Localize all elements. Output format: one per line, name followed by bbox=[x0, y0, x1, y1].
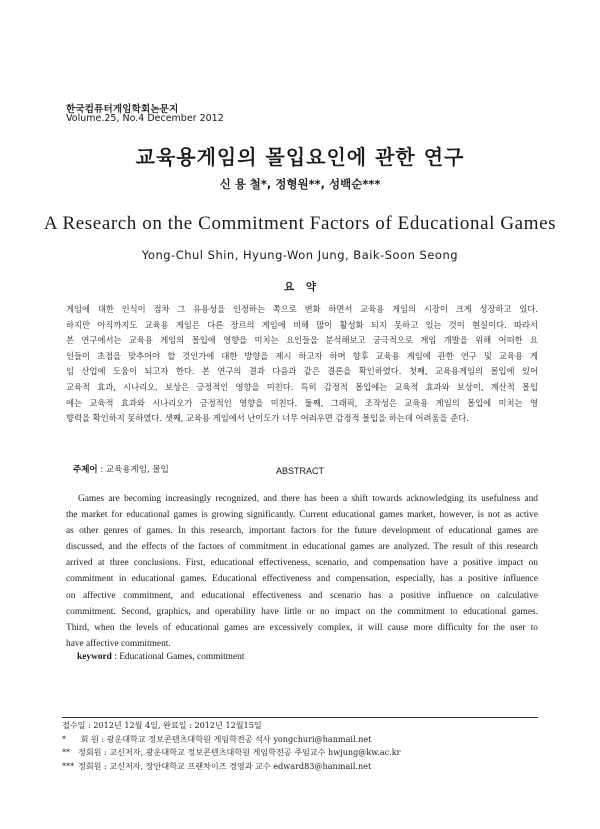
abstract-en-line: have affective commitment. bbox=[66, 638, 171, 649]
abstract-ko-line: 게임에 대한 인식이 점차 그 유용성을 인정하는 쪽으로 변화 하면서 교육용 게임의 시장이 크게 성장하고 있다. bbox=[66, 304, 538, 314]
english-keywords-value: : Educational Games, commitment bbox=[111, 652, 245, 662]
journal-name: 한국컴퓨터게임학회논문지 bbox=[66, 104, 179, 115]
footnote-received bbox=[62, 719, 542, 733]
footnote-mark: * bbox=[62, 733, 67, 744]
footnote-text: 정회원 : 교신저자, 장안대학교 프랜차이즈 경영과 교수 edward83@hanmail.net bbox=[78, 760, 372, 771]
footnote-text: 접수일 : 2012년 12월 4일, 완료일 : 2012년 12월15일 bbox=[62, 720, 262, 730]
journal-issue: Volume.25, No.4 December 2012 bbox=[66, 113, 224, 124]
abstract-en-line: as other genres of games. In this research, important factors for the future development of educational games are bbox=[66, 526, 538, 537]
korean-keywords-value: : 교육용게임, 몰입 bbox=[97, 465, 169, 475]
footnote-author-2 bbox=[62, 746, 542, 760]
abstract-ko-line: 향력을 확인하지 못하였다. 셋째, 교육용 게임에서 난이도가 너무 어려우면 감정적 몰입을 하는데 어려움을 준다. bbox=[66, 413, 469, 424]
footnote-author-3 bbox=[62, 760, 542, 774]
english-authors: Yong-Chul Shin, Hyung-Won Jung, Baik-Soon Seong bbox=[141, 248, 459, 262]
korean-keywords-label: 주제어 bbox=[73, 465, 98, 475]
abstract-en-line: arrived at three conclusions. First, educational effectiveness, scenario, and compensation have a positive impact on bbox=[66, 558, 538, 569]
footnote-text: 정회원 : 교신저자, 광운대학교 정보콘텐츠대학원 게임학전공 주임교수 hwjung@kw.ac.kr bbox=[78, 747, 401, 758]
footnotes bbox=[62, 719, 542, 773]
korean-title: 교육용게임의 몰입요인에 관한 연구 bbox=[135, 145, 465, 169]
abstract-ko-line: 에는 교육적 효과와 시나리오가 긍정적인 영향을 미친다. 둘째, 그래픽, 조작성은 교육용 게임의 몰입에 미치는 영 bbox=[66, 397, 538, 408]
abstract-en-line: on affective commitment, and educational effectiveness and scenario has a positive influence on calculative bbox=[66, 590, 538, 601]
abstract-ko-line: 하지만 아직까지도 교육용 게임은 다른 장르의 게임에 비해 많이 활성화 되지 못하고 있는 것이 현실이다. 따라서 bbox=[66, 319, 538, 330]
abstract-en-line: Third, when the levels of educational games are excessively complex, it will cause more difficulty for the user to bbox=[66, 622, 538, 633]
abstract-en-line: discussed, and the effects of the factors of commitment in educational games are analyzed. The result of this research bbox=[66, 542, 538, 553]
abstract-en-line: the market for educational games is growing significantly. Current educational games market, however, is not as active bbox=[66, 510, 538, 521]
footnote-mark: ** bbox=[62, 747, 71, 758]
korean-abstract bbox=[66, 302, 538, 427]
abstract-ko-line: 임 산업에 도움이 되고자 한다. 본 연구의 결과 다음과 같은 결론을 확인하였다. 첫째, 교육용게임의 몰입에 있어 bbox=[66, 366, 538, 377]
abstract-ko-line: 인들이 초점을 맞추어야 할 것인가에 대한 방향을 제시 하고자 하며 향후 교육용 게임에 관한 연구 및 교육용 게 bbox=[66, 350, 538, 361]
footnote-divider bbox=[62, 717, 538, 718]
korean-abstract-heading: 요 약 bbox=[284, 281, 316, 293]
english-abstract-heading: ABSTRACT bbox=[275, 466, 324, 476]
abstract-ko-line: 교육적 효과, 시나리오, 보상은 긍정적인 영향을 미친다. 특히 감정적 몰입에는 교육적 효과와 보상이, 계산적 몰입 bbox=[66, 381, 538, 392]
abstract-en-line: commitment. Second, graphics, and operability have little or no impact on the commitment to educational games. bbox=[66, 606, 538, 617]
english-title: A Research on the Commitment Factors of Educational Games bbox=[43, 213, 557, 234]
abstract-ko-line: 본 연구에서는 교육용 게임의 몰입에 영향을 미치는 요인들을 분석해보고 궁극적으로 게임 개발을 위해 어떠한 요 bbox=[66, 335, 538, 346]
footnote-author-1 bbox=[62, 733, 542, 747]
korean-authors: 신 용 철*, 정형원**, 성백순*** bbox=[219, 177, 381, 191]
english-keywords bbox=[77, 652, 244, 662]
abstract-en-line: Games are becoming increasingly recognized, and there has been a shift towards acknowledging its usefulness and bbox=[78, 494, 538, 504]
footnote-mark: *** bbox=[62, 760, 75, 771]
english-keywords-label: keyword bbox=[77, 652, 112, 662]
footnote-text: 회 원 : 광운대학교 정보콘텐츠대학원 게임학전공 석사 yongchuri@hanmail.net bbox=[78, 733, 372, 744]
english-abstract bbox=[66, 491, 538, 652]
abstract-en-line: commitment in educational games. Educational effectiveness and compensation, especially, has a positive influence bbox=[66, 574, 538, 585]
